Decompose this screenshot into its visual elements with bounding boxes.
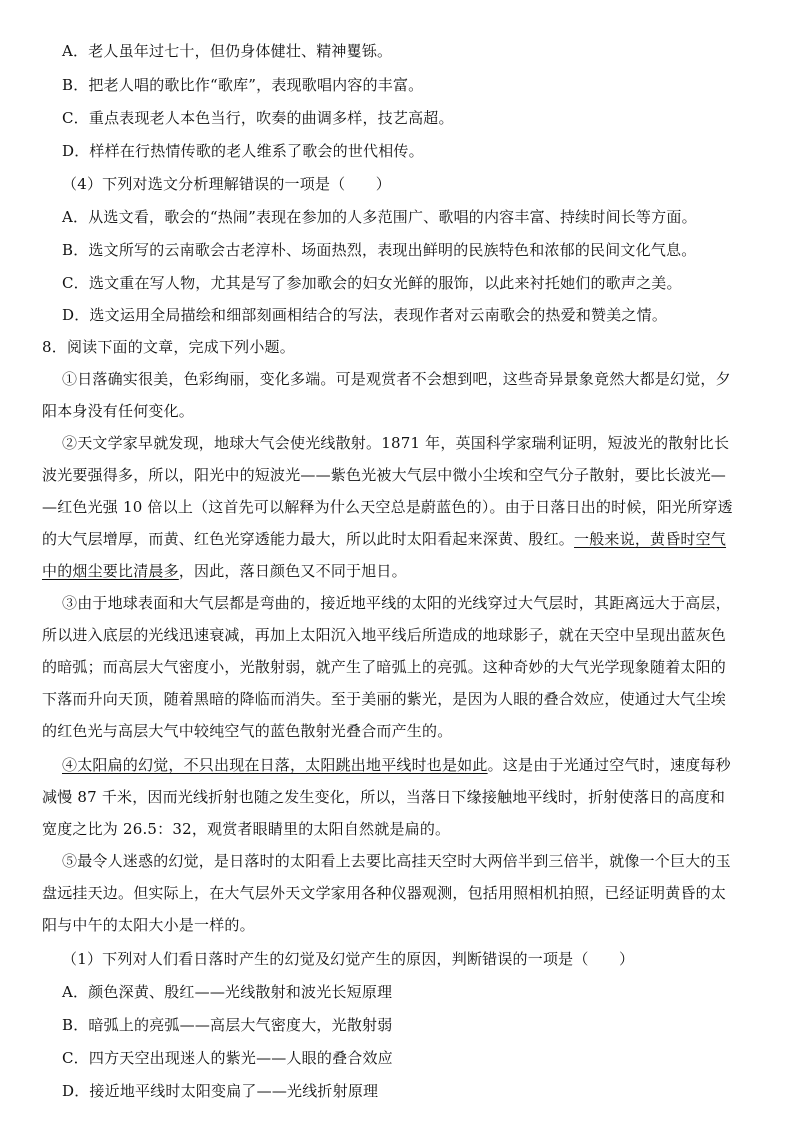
paragraph-4-line (62, 758, 731, 773)
paragraph-2-line (42, 532, 726, 547)
paragraph-3-line: 所以进入底层的光线迅速衰减，再加上太阳沉入地平线后所造成的地球影子，就在天空中呈现出蓝灰色 (42, 626, 727, 644)
q4-option-c: C．选文重在写人物，尤其是写了参加歌会的妇女光鲜的服饰，以此来衬托她们的歌声之美。 (62, 274, 682, 292)
paragraph-5-line: 盘远挂天边。但实际上，在大气层外天文学家用各种仪器观测，包括用照相机拍照，已经证明黄昏的太 (42, 884, 727, 902)
paragraph-4-line: 宽度之比为 26.5：32，观赏者眼睛里的太阳自然就是扁的。 (42, 820, 451, 838)
option-c: C．重点表现老人本色当行，吹奏的曲调多样，技艺高超。 (62, 109, 454, 127)
option-d: D．样样在行热情传歌的老人维系了歌会的世代相传。 (62, 142, 424, 160)
underlined-sentence: 一般来说，黄昏时空气 (574, 530, 727, 548)
sub1-option-b: B．暗弧上的亮弧——高层大气密度大，光散射弱 (62, 1016, 393, 1034)
option-b: B．把老人唱的歌比作“歌库”，表现歌唱内容的丰富。 (62, 76, 424, 94)
option-a: A．老人虽年过七十，但仍身体健壮、精神矍铄。 (62, 42, 393, 60)
question-8-heading: 8．阅读下面的文章，完成下列小题。 (42, 338, 295, 356)
paragraph-4-line: 减慢 87 千米，因而光线折射也随之发生变化，所以，当落日下缘接触地平线时，折射使落日的高度和 (42, 788, 726, 806)
underlined-sentence: 中的烟尘要比清晨多 (42, 562, 179, 580)
paragraph-5-line: ⑤最令人迷惑的幻觉，是日落时的太阳看上去要比高挂天空时大两倍半到三倍半，就像一个巨大的玉 (62, 852, 731, 870)
paragraph-5-line: 阳与中午的太阳大小是一样的。 (42, 916, 255, 934)
paragraph-2-line: —红色光强 10 倍以上（这首先可以解释为什么天空总是蔚蓝色的）。由于日落日出的时候，阳光所穿透 (42, 498, 733, 516)
paragraph-2-line: 波光要强得多，所以，阳光中的短波光——紫色光被大气层中微小尘埃和空气分子散射，要比长波光— (42, 466, 727, 484)
paragraph-1-line: ①日落确实很美，色彩绚丽，变化多端。可是观赏者不会想到吧，这些奇异景象竟然大都是幻觉，夕 (62, 370, 731, 388)
q4-option-a: A．从选文看，歌会的“热闹”表现在参加的人多范围广、歌唱的内容丰富、持续时间长等方面。 (62, 208, 697, 226)
paragraph-1-line: 阳本身没有任何变化。 (42, 402, 195, 420)
q4-option-d: D．选文运用全局描绘和细部刻画相结合的写法，表现作者对云南歌会的热爱和赞美之情。 (62, 306, 668, 324)
paragraph-2-line (42, 564, 407, 579)
paragraph-3-line: 的红色光与高层大气中较纯空气的蓝色散射光叠合而产生的。 (42, 722, 453, 740)
paragraph-2-line: ②天文学家早就发现，地球大气会使光线散射。1871 年，英国科学家瑞利证明，短波光的散射比长 (62, 434, 730, 452)
question-4-stem: （4）下列对选文分析理解错误的一项是（ ） (62, 175, 391, 193)
sub-question-1-stem: （1）下列对人们看日落时产生的幻觉及幻觉产生的原因，判断错误的一项是（ ） (62, 950, 635, 968)
paragraph-3-line: 的暗弧；而高层大气密度小，光散射弱，就产生了暗弧上的亮弧。这种奇妙的大气光学现象随着太阳的 (42, 658, 727, 676)
sub1-option-a: A．颜色深黄、殷红——光线散射和波光长短原理 (62, 983, 393, 1001)
paragraph-4-text: 。这是由于光通过空气时，速度每秒 (487, 756, 731, 774)
sub1-option-d: D．接近地平线时太阳变扁了——光线折射原理 (62, 1082, 379, 1100)
underlined-sentence: ④太阳扁的幻觉，不只出现在日落，太阳跳出地平线时也是如此 (62, 756, 488, 774)
paragraph-3-line: 下落而升向天顶，随着黑暗的降临而消失。至于美丽的紫光，是因为人眼的叠合效应，使通过大气尘埃 (42, 690, 727, 708)
paragraph-2-text: 的大气层增厚，而黄、红色光穿透能力最大，所以此时太阳看起来深黄、殷红。 (42, 530, 575, 548)
q4-option-b: B．选文所写的云南歌会古老淳朴、场面热烈，表现出鲜明的民族特色和浓郁的民间文化气息。 (62, 241, 697, 259)
paragraph-2-text: ，因此，落日颜色又不同于旭日。 (178, 562, 407, 580)
sub1-option-c: C．四方天空出现迷人的紫光——人眼的叠合效应 (62, 1049, 393, 1067)
paragraph-3-line: ③由于地球表面和大气层都是弯曲的，接近地平线的太阳的光线穿过大气层时，其距离远大于高层， (62, 594, 731, 612)
